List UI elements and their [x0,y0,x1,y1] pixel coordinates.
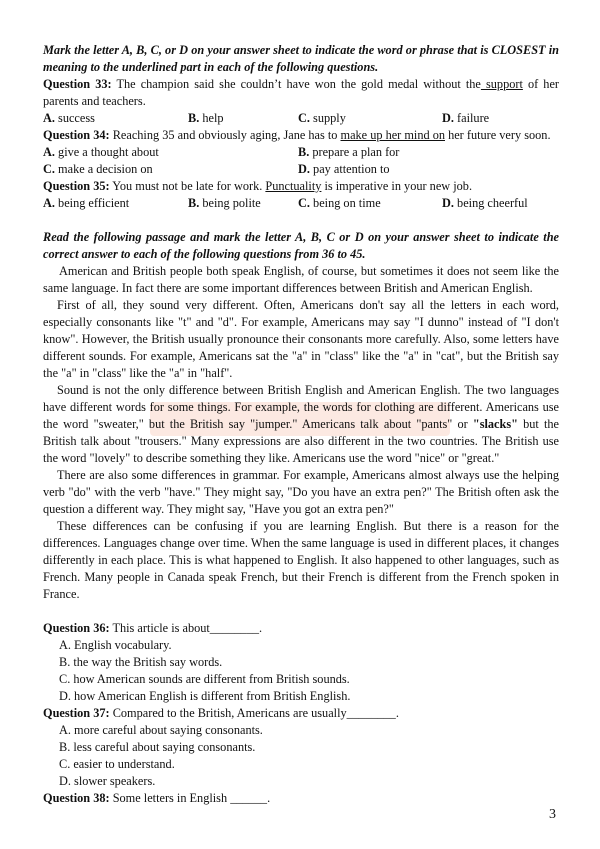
option-b[interactable]: B. being polite [188,196,261,210]
option-c[interactable]: C. how American sounds are different from British sounds. [59,672,350,686]
options-row [43,110,559,127]
option-b[interactable]: B. less careful about saying consonants. [59,740,256,754]
question-text: This article is about________. [109,621,263,635]
question-text: The champion said she couldn’t have won the gold medal without the [111,77,481,91]
option-c[interactable]: C. being on time [298,196,381,210]
underlined-word: Punctuality [265,179,322,193]
instruction-passage: Read the following passage and mark the letter A, B, C or D on your answer sheet to indicate the correct answer to each of the following questions from 36 to 45. [43,230,559,261]
question-37 [43,705,559,722]
instruction-closest: Mark the letter A, B, C, or D on your answer sheet to indicate the word or phrase that is CLOSEST in meaning to the underlined part in each of the following questions. [43,43,559,74]
underlined-word: support [480,77,523,91]
reading-passage [43,263,559,603]
option-c[interactable]: C. easier to understand. [59,757,175,771]
option-a[interactable]: A. more careful about saying consonants. [59,723,263,737]
option-d[interactable]: D. being cheerful [442,196,528,210]
option-a[interactable]: A. English vocabulary. [59,638,172,652]
option-d[interactable]: D. failure [442,111,490,125]
question-text: Reaching 35 and obviously aging, Jane has to [109,128,341,142]
question-text: of her parents and teachers. [43,77,560,108]
options-row [43,195,559,212]
question-label: Question 33: [43,77,112,91]
question-label: Question 34: [43,128,110,142]
page-number: 3 [549,807,556,822]
question-label: Question 37: [43,706,110,720]
bold-word: "slacks" [472,417,518,431]
option-a[interactable]: A. success [43,111,95,125]
options-row [43,161,559,178]
passage-paragraph: There are also some differences in grammar. For example, Americans almost always use the helping verb "do" with the verb "have." They might say, "Do you have an extra pen?" The British often ask the question a different way. They might say, "Have you got an extra pen?" [43,468,559,516]
option-a[interactable]: A. give a thought about [43,145,159,159]
option-c[interactable]: C. make a decision on [43,162,153,176]
exam-page [43,42,559,807]
option-c[interactable]: C. supply [298,111,346,125]
options-row [43,144,559,161]
question-text: Compared to the British, Americans are usually________. [109,706,399,720]
question-label: Question 36: [43,621,110,635]
option-b[interactable]: B. help [188,111,224,125]
question-text: her future very soon. [445,128,551,142]
question-34 [43,127,559,144]
passage-paragraph: Sound is not the only difference between British English and American English. The two languages have different words for some things. For example, the words for clothing are different. Americans use the word "sweater," but the British say "jumper." Americans talk about "pants" or "slacks" but the British talk about "trousers." Many expressions are also different in the two countries. The British use the word "lovely" to describe something they like. Americans use the word "nice" or "great." [43,383,560,465]
question-label: Question 38: [43,791,110,805]
question-label: Question 35: [43,179,110,193]
question-38 [43,790,559,807]
question-text: is imperative in your new job. [321,179,473,193]
question-35 [43,178,559,195]
option-d[interactable]: D. pay attention to [298,162,390,176]
question-33 [43,76,559,110]
option-d[interactable]: D. slower speakers. [59,774,156,788]
question-text: You must not be late for work. [109,179,266,193]
question-text: Some letters in English ______. [109,791,271,805]
question-36 [43,620,559,637]
option-b[interactable]: B. the way the British say words. [59,655,223,669]
passage-paragraph: These differences can be confusing if you are learning English. But there is a reason for the differences. Languages change over time. When the same language is used in different places, it changes differently in each place. This is what happened to English. It also happened to other languages, such as French. Many people in Canada speak French, but their French is different from the French spoken in France. [43,519,559,601]
option-a[interactable]: A. being efficient [43,196,130,210]
underlined-phrase: make up her mind on [340,128,445,142]
option-d[interactable]: D. how American English is different from British English. [59,689,351,703]
passage-paragraph: First of all, they sound very different. Often, Americans don't say all the letters in each word, especially consonants like "t" and "d". For example, Americans may say "I dunno" instead of "I don't know". However, the British usually pronounce their consonants more carefully. Also, some letters have different sounds. For example, Americans sat the "a" in "class" like the "a" in "cat", but the British say the "a" in "class" like the "a" in "half". [43,298,559,380]
passage-paragraph: American and British people both speak English, of course, but sometimes it does not seem like the same language. In fact there are some important differences between British and American English. [43,264,559,295]
option-b[interactable]: B. prepare a plan for [298,145,400,159]
